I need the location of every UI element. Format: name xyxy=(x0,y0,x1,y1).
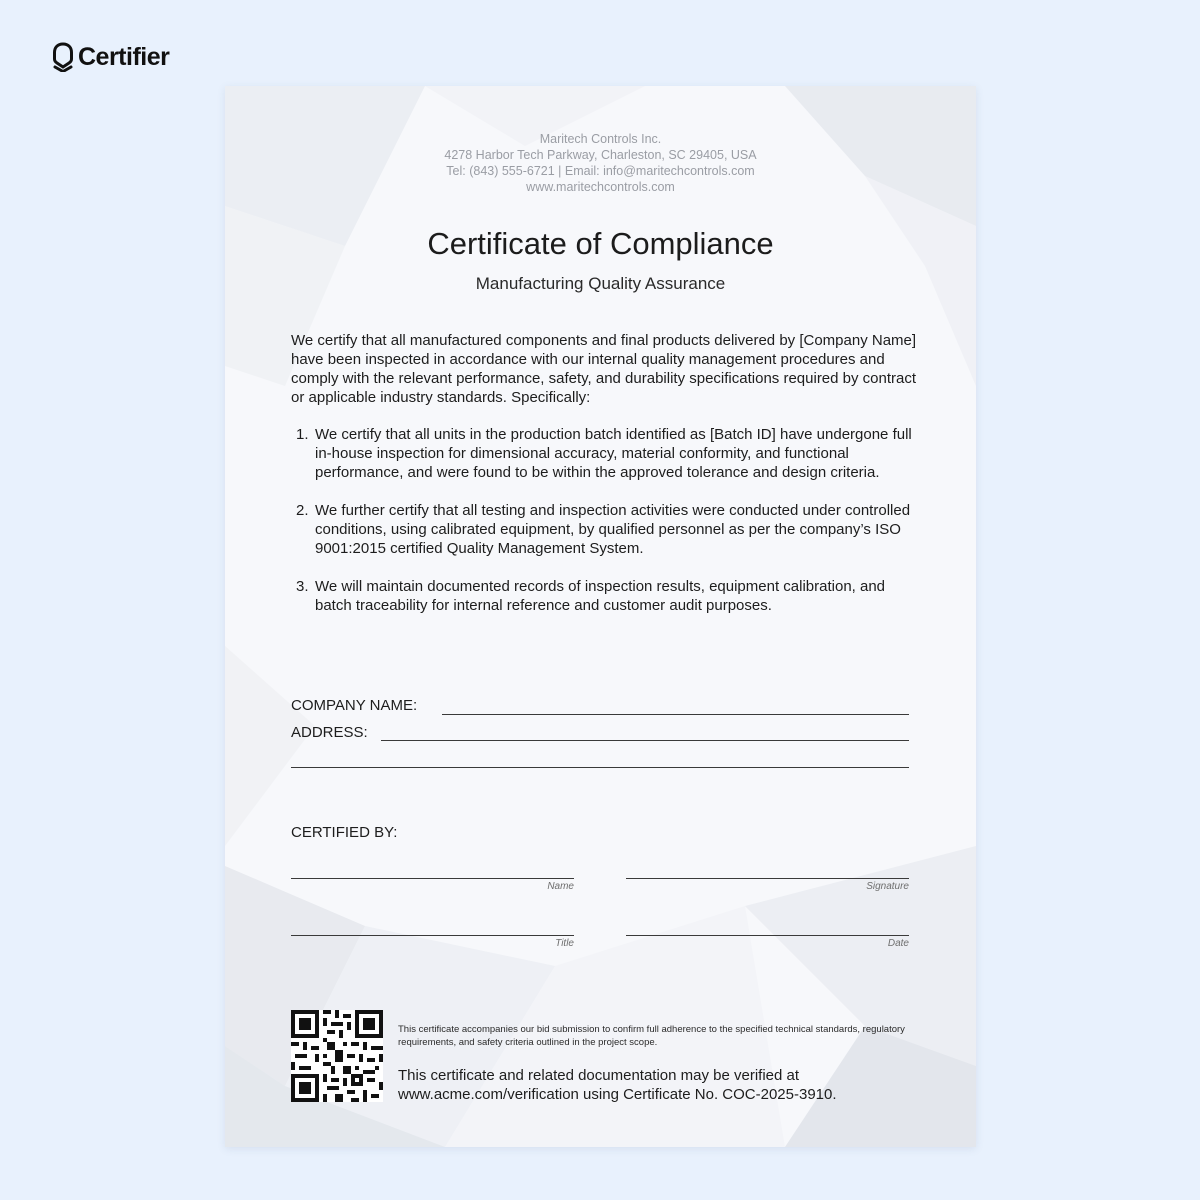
issuer-contact: Tel: (843) 555-6721 | Email: info@maritechcontrols.com xyxy=(446,164,755,178)
brand-name: Certifier xyxy=(78,42,170,71)
certificate-subtitle: Manufacturing Quality Assurance xyxy=(475,274,726,293)
title-line xyxy=(291,935,574,936)
name-caption: Name xyxy=(547,881,574,892)
qr-code-icon xyxy=(291,1010,383,1102)
certifier-logo xyxy=(52,40,169,74)
date-caption: Date xyxy=(887,938,909,949)
issuer-company: Maritech Controls Inc. xyxy=(539,132,662,146)
clause-text: We further certify that all testing and inspection activities were conducted under controlled conditions, using calibrated equipment, by qualified personnel as per the company’s ISO 9001:2015 certified Quality Management System. xyxy=(315,502,911,557)
address-line xyxy=(381,740,909,741)
certificate-title: Certificate of Compliance xyxy=(427,226,774,261)
clause-item xyxy=(291,577,921,615)
clause-list xyxy=(291,425,921,634)
certificate-page xyxy=(225,86,976,1147)
bid-statement: This certificate accompanies our bid submission to confirm full adherence to the specified technical standards, regulatory requirements, and safety criteria outlined in the project scope. xyxy=(398,1024,905,1048)
clause-item xyxy=(291,425,921,482)
issuer-address: 4278 Harbor Tech Parkway, Charleston, SC 29405, USA xyxy=(444,148,757,162)
clause-number: 1. xyxy=(296,426,309,443)
signature-caption: Signature xyxy=(866,881,909,892)
issuer-website: www.maritechcontrols.com xyxy=(526,180,675,194)
date-line xyxy=(626,935,909,936)
certified-by-label: CERTIFIED BY: xyxy=(291,824,398,841)
verification-statement: This certificate and related documentation may be verified at www.acme.com/verification using Certificate No. COC-2025-3910. xyxy=(398,1067,837,1103)
address-line-2 xyxy=(291,767,909,768)
clause-text: We will maintain documented records of inspection results, equipment calibration, and batch traceability for internal reference and customer audit purposes. xyxy=(315,578,886,614)
address-label: ADDRESS: xyxy=(291,724,368,741)
clause-text: We certify that all units in the production batch identified as [Batch ID] have undergone full in-house inspection for dimensional accuracy, material conformity, and functional performance, and were found to be within the approved tolerance and design criteria. xyxy=(315,426,912,481)
company-name-line xyxy=(442,714,909,715)
signature-line xyxy=(626,878,909,879)
clause-item xyxy=(291,501,921,558)
certifier-logo-icon xyxy=(52,42,74,72)
name-line xyxy=(291,878,574,879)
letterhead xyxy=(225,131,976,195)
clause-number: 2. xyxy=(296,502,309,519)
clause-number: 3. xyxy=(296,578,309,595)
intro-paragraph: We certify that all manufactured components and final products delivered by [Company Name] have been inspected in accordance with our internal quality management procedures and comply with the relevant performance, safety, and durability specifications required by contract or applicable industry standards. Specifically: xyxy=(291,332,917,406)
title-caption: Title xyxy=(555,938,574,949)
company-name-label: COMPANY NAME: xyxy=(291,697,418,714)
